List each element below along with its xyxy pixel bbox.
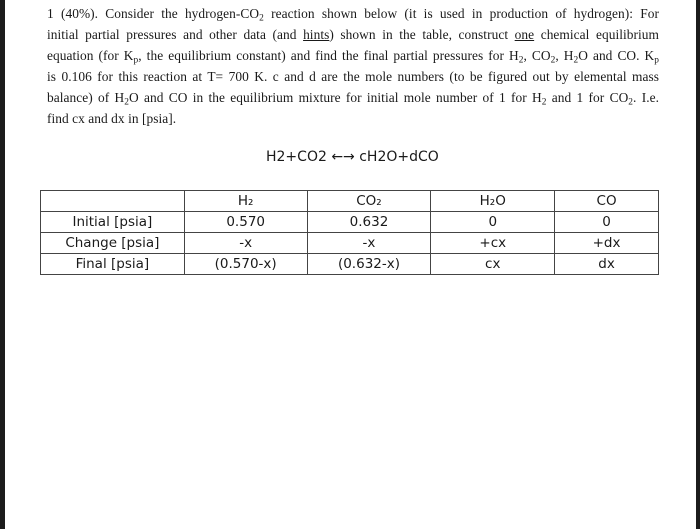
table-header-cell: H₂ [184, 191, 307, 212]
ice-table [40, 190, 659, 275]
hints-text: hints [303, 27, 330, 42]
table-header-cell: CO [555, 191, 659, 212]
problem-line-6: find cx and dx in [psia]. [47, 111, 177, 126]
problem-line-5: balance) of $H_2O$ and CO in the equilibrium mixture for initial mole number of 1 for $H_2$ and 1 for $CO_2$. I.e. [47, 90, 660, 108]
table-cell: cx [431, 254, 555, 275]
right-border-edge [696, 0, 700, 529]
table-cell: +dx [555, 233, 659, 254]
row-label: Final [psia] [41, 254, 185, 275]
table-cell: -x [307, 233, 431, 254]
row-label: Change [psia] [41, 233, 185, 254]
table-row [41, 233, 659, 254]
table-header-cell: H₂O [431, 191, 555, 212]
table-cell: 0.570 [184, 212, 307, 233]
table-cell: +cx [431, 233, 555, 254]
table-cell: (0.632-x) [307, 254, 431, 275]
table-row [41, 212, 659, 233]
table-cell: 0 [431, 212, 555, 233]
problem-line-4: is 0.106 for this reaction at T= 700 K. c and d are the mole numbers (to be figured out by elemental mass [47, 69, 659, 84]
table-cell: 0.632 [307, 212, 431, 233]
problem-line-3: equation (for $K_p$, the equilibrium constant) and find the final partial pressures for $H_2$, $CO_2$, $H_2O$ and CO. $K_p$ [47, 48, 660, 66]
table-cell: 0 [555, 212, 659, 233]
reaction-equation: H2+CO2 ←→ cH2O+dCO [266, 149, 439, 165]
table-header-row [41, 191, 659, 212]
problem-statement [47, 3, 659, 129]
table-header-cell: CO₂ [307, 191, 431, 212]
table-cell: dx [555, 254, 659, 275]
problem-line-1: 1 (40%). Consider the hydrogen-$CO_2$ reaction shown below (it is used in production of hydrogen): For [47, 6, 659, 24]
table-cell: (0.570-x) [184, 254, 307, 275]
left-border-edge [0, 0, 5, 529]
problem-line-2: initial partial pressures and other data (and hints) shown in the table, construct one chemical equilibrium [47, 27, 660, 42]
table-header-cell [41, 191, 185, 212]
table-cell: -x [184, 233, 307, 254]
one-text: one [514, 27, 535, 42]
row-label: Initial [psia] [41, 212, 185, 233]
table-row [41, 254, 659, 275]
